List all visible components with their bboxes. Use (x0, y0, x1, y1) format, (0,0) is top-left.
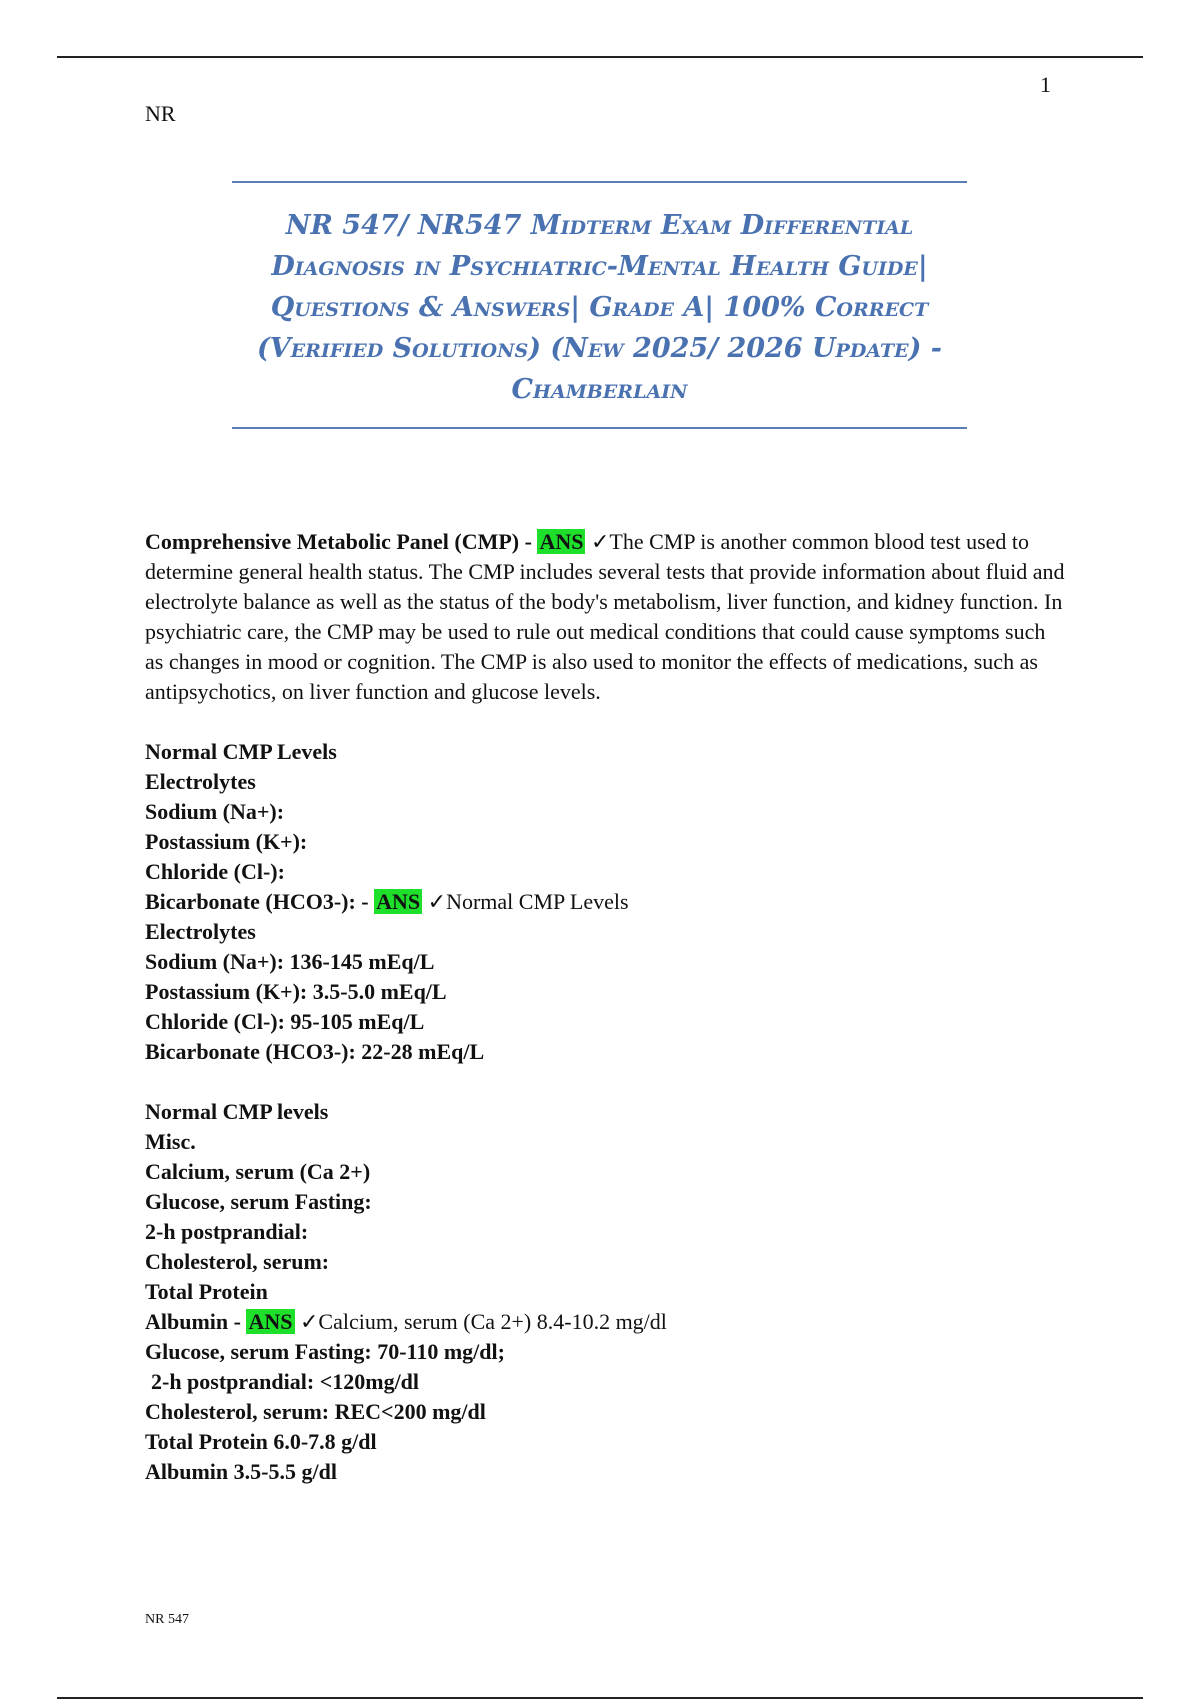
page-number: 1 (1040, 72, 1051, 97)
question-line: Misc. (145, 1129, 196, 1154)
qa-item-cmp (145, 527, 1065, 707)
bottom-rule (57, 1697, 1143, 1699)
ans-badge: ANS (248, 1309, 293, 1334)
top-rule (57, 56, 1143, 58)
title-line-4: (Verified Solutions) (New 2025/ 2026 Update) - (256, 333, 943, 364)
qa-item-misc (145, 1097, 1065, 1487)
answer-first-line: ✓Normal CMP Levels (422, 889, 629, 914)
answer-text: ✓The CMP is another common blood test used to determine general health status. The CMP includes several tests that provide information about fluid and electrolyte balance as well as the status of the body's metabolism, liver function, and kidney function. In psychiatric care, the CMP may be used to rule out medical conditions that could cause symptoms such as changes in mood or cognition. The CMP is also used to monitor the effects of medications, such as antipsychotics, on liver function and glucose levels. (145, 529, 1065, 704)
question-line: Normal CMP levels (145, 1099, 329, 1124)
qa-answer-start (145, 887, 1065, 917)
answer-line: Electrolytes (145, 919, 256, 944)
question-line: Chloride (Cl-): (145, 859, 285, 884)
question-line: Total Protein (145, 1279, 268, 1304)
question-line: Sodium (Na+): (145, 799, 285, 824)
document-title (232, 205, 967, 410)
answer-line: Chloride (Cl-): 95-105 mEq/L (145, 1009, 425, 1034)
ans-badge: ANS (376, 889, 421, 914)
answer-first-line: ✓Calcium, serum (Ca 2+) 8.4-10.2 mg/dl (294, 1309, 667, 1334)
document-body (145, 527, 1065, 1517)
title-line-2: Diagnosis in Psychiatric-Mental Health Guide| (271, 251, 928, 282)
answer-line: 2-h postprandial: <120mg/dl (151, 1369, 420, 1394)
footer-label: NR 547 (145, 1612, 189, 1627)
answer-line: Glucose, serum Fasting: 70-110 mg/dl; (145, 1339, 505, 1364)
answer-line: Albumin 3.5-5.5 g/dl (145, 1459, 337, 1484)
question-line: Electrolytes (145, 769, 256, 794)
qa-item-electrolytes (145, 737, 1065, 1067)
question-line: Glucose, serum Fasting: (145, 1189, 372, 1214)
title-block (232, 181, 967, 429)
question-line: Normal CMP Levels (145, 739, 337, 764)
title-line-1: NR 547/ NR547 Midterm Exam Differential (285, 210, 914, 241)
qa-paragraph (145, 527, 1065, 707)
question-line: Cholesterol, serum: (145, 1249, 330, 1274)
question-line: 2-h postprandial: (145, 1219, 309, 1244)
answer-line: Cholesterol, serum: REC<200 mg/dl (145, 1399, 486, 1424)
qa-answer-start (145, 1307, 1065, 1337)
question-line: Calcium, serum (Ca 2+) (145, 1159, 371, 1184)
ans-badge: ANS (539, 529, 584, 554)
answer-line: Sodium (Na+): 136-145 mEq/L (145, 949, 435, 974)
header-label: NR (145, 101, 176, 126)
title-line-5: Chamberlain (511, 374, 688, 405)
title-line-3: Questions & Answers| Grade A| 100% Correct (270, 292, 929, 323)
answer-line: Total Protein 6.0-7.8 g/dl (145, 1429, 377, 1454)
question-last-line: Albumin - (145, 1309, 247, 1334)
question-line: Postassium (K+): (145, 829, 308, 854)
question-text: Comprehensive Metabolic Panel (CMP) - (145, 529, 538, 554)
answer-line: Postassium (K+): 3.5-5.0 mEq/L (145, 979, 447, 1004)
answer-line: Bicarbonate (HCO3-): 22-28 mEq/L (145, 1039, 485, 1064)
question-last-line: Bicarbonate (HCO3-): - (145, 889, 375, 914)
